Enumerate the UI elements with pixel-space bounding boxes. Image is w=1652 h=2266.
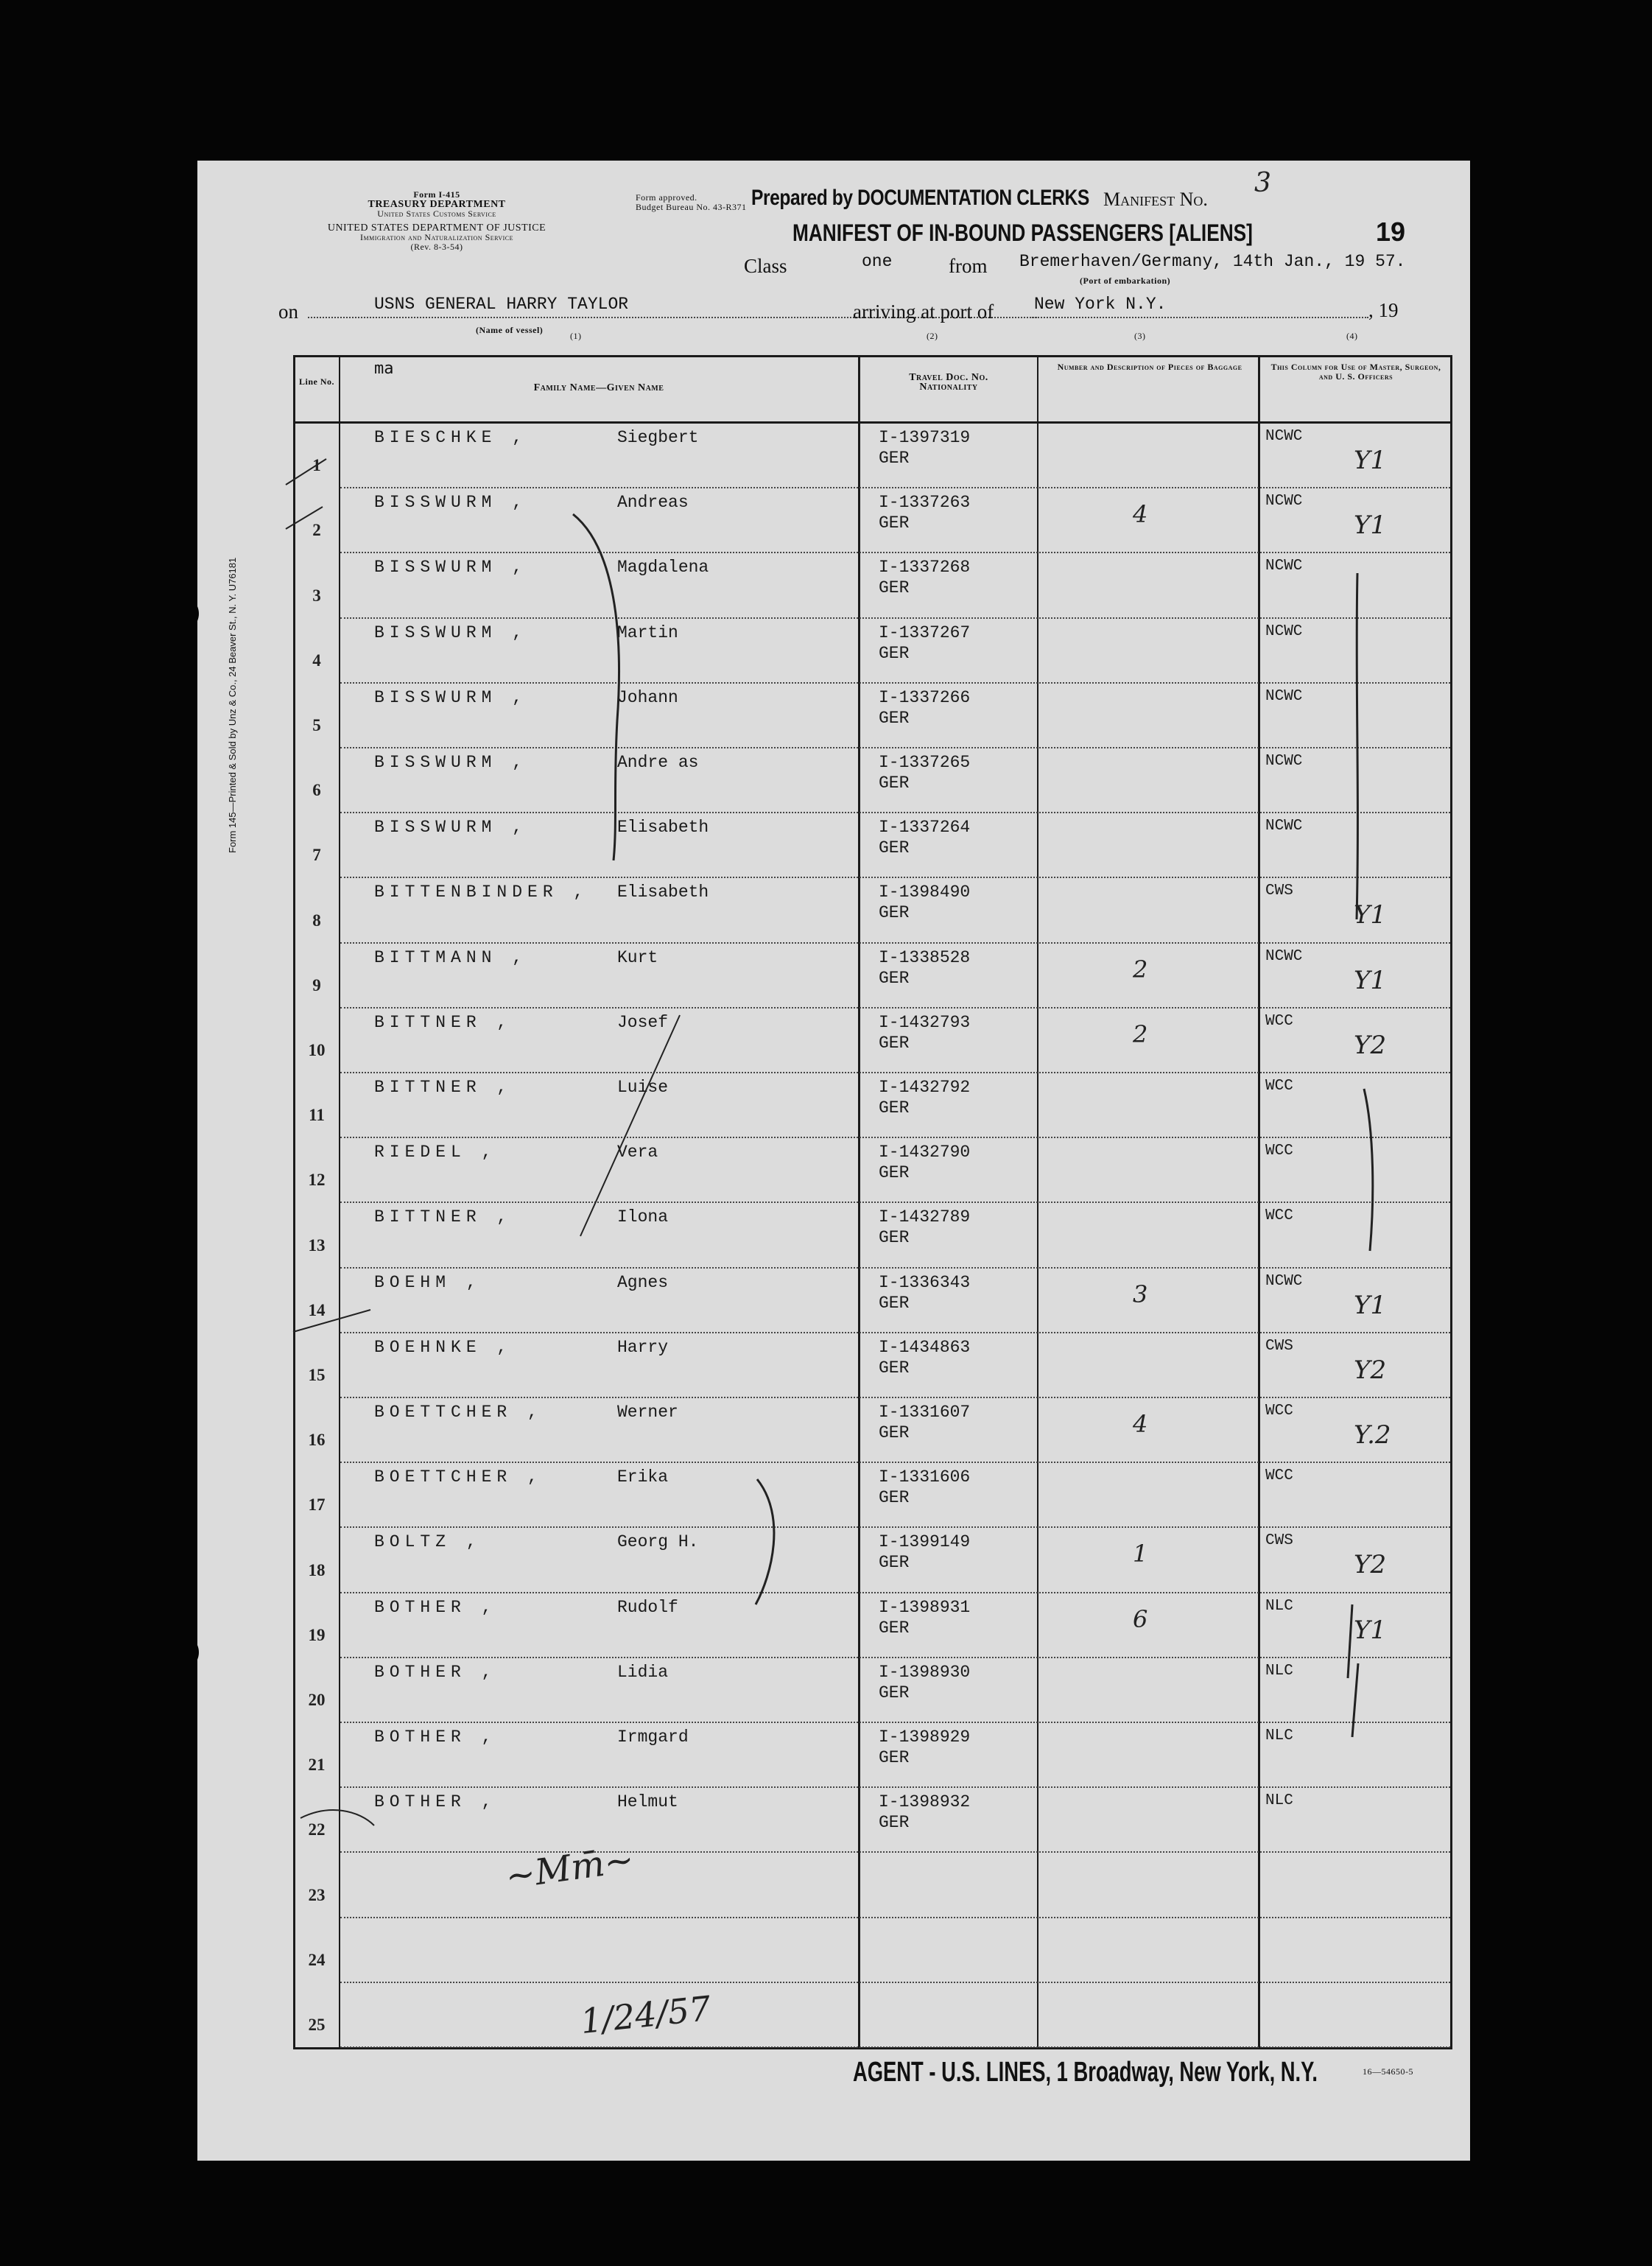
nationality: GER [879,1683,910,1702]
page-number: 19 [1376,217,1406,247]
line-number: 19 [308,1625,326,1644]
header-travel-doc: Travel Doc. No. Nationality [909,372,988,393]
officer-mark: Y1 [1354,446,1387,475]
signature-date: 1/24/57 [578,1988,713,2042]
given-name: Martin [617,622,678,642]
family-name: BISSWURM , [374,622,528,642]
header-officers: This Column for Use of Master, Surgeon, and U. S. Officers [1270,362,1441,382]
family-name: BISSWURM , [374,753,528,772]
line-number: 2 [312,521,321,540]
agency: WCC [1265,1078,1293,1095]
nationality: GER [879,1033,910,1053]
travel-doc-number: I-1398930 [879,1662,971,1682]
header-baggage: Number and Description of Pieces of Baggage [1057,362,1242,372]
travel-doc-number: I-1432790 [879,1143,971,1162]
agency: NCWC [1265,622,1303,640]
arriving-label: arriving at port of [853,301,994,323]
family-name: BISSWURM , [374,687,528,707]
line-number: 21 [308,1755,326,1775]
line-number: 15 [308,1365,326,1384]
baggage-count: 6 [1133,1604,1148,1633]
travel-doc-number: I-1331607 [879,1403,971,1422]
agency: CWS [1265,1532,1293,1550]
officer-mark: Y1 [1354,900,1387,930]
given-name: Helmut [617,1792,678,1812]
treasury-dept: TREASURY DEPARTMENT [368,199,506,210]
nationality: GER [879,1358,910,1378]
given-name: Elisabeth [617,818,709,838]
family-name: BISSWURM , [374,493,528,513]
nationality: GER [879,774,910,793]
col1-number: (1) [570,331,582,341]
given-name: Lidia [617,1662,669,1682]
line-number: 22 [308,1820,326,1839]
travel-doc-number: I-1432793 [879,1012,971,1032]
travel-doc-number: I-1337264 [879,818,971,838]
given-name: Elisabeth [617,883,709,902]
nationality: GER [879,903,910,923]
arrival-year: , 19 [1368,299,1399,321]
header-line-no: Line No. [298,376,334,387]
line-number: 5 [312,715,321,734]
family-name: BOTHER , [374,1662,497,1682]
travel-doc-number: I-1338528 [879,947,971,967]
nationality: GER [879,1488,910,1508]
nationality: GER [879,1553,910,1573]
officer-mark: Y2 [1354,1030,1387,1060]
travel-doc-number: I-1337263 [879,493,971,513]
travel-doc-number: I-1337268 [879,558,971,578]
nationality: GER [879,643,910,663]
family-name: BISSWURM , [374,818,528,838]
travel-doc-number: I-1399149 [879,1532,971,1552]
family-name: BITTMANN , [374,947,528,967]
given-name: Erika [617,1467,669,1487]
given-name: Rudolf [617,1597,678,1617]
travel-doc-number: I-1398929 [879,1727,971,1747]
agency: NCWC [1265,818,1303,835]
customs-service: United States Customs Service [377,208,496,219]
agency: WCC [1265,1403,1293,1420]
travel-doc-number: I-1398932 [879,1792,971,1812]
baggage-count: 2 [1133,955,1148,983]
family-name: BOETTCHER , [374,1467,543,1487]
col4-number: (4) [1346,331,1358,341]
footer-code: 16—54650-5 [1363,2066,1413,2077]
given-name: Werner [617,1403,678,1422]
agency: WCC [1265,1207,1293,1225]
travel-doc-number: I-1398931 [879,1597,971,1617]
agency: NLC [1265,1597,1293,1615]
agency: NCWC [1265,687,1303,705]
nationality: GER [879,838,910,858]
agency: NCWC [1265,428,1303,445]
nationality: GER [879,1748,910,1767]
nationality: GER [879,513,910,533]
line-number: 8 [312,911,321,930]
agency: NCWC [1265,1272,1303,1290]
agency: NCWC [1265,558,1303,575]
line-number: 4 [312,650,321,670]
travel-doc-number: I-1331606 [879,1467,971,1487]
col2-number: (2) [927,331,938,341]
nationality: GER [879,968,910,988]
line-number: 3 [312,586,321,605]
line-number: 13 [308,1235,326,1255]
family-name: BISSWURM , [374,558,528,578]
class-label: Class [744,255,787,277]
manifest-label: Manifest No. [1103,189,1208,210]
line-number: 24 [308,1950,326,1969]
line-number: 25 [308,2015,326,2034]
given-name: Harry [617,1337,669,1357]
officer-mark: Y2 [1354,1550,1387,1580]
line-number: 6 [312,781,321,800]
manifest-title: MANIFEST OF IN-BOUND PASSENGERS [ALIENS] [792,220,1253,246]
agency: NCWC [1265,947,1303,965]
manifest-sheet [197,161,1470,2161]
given-name: Vera [617,1143,658,1162]
family-name: BOEHNKE , [374,1337,513,1357]
line-number: 20 [308,1690,326,1709]
nationality: GER [879,1618,910,1638]
nationality: GER [879,1293,910,1313]
baggage-count: 4 [1133,500,1148,529]
given-name: Johann [617,687,678,707]
col3-number: (3) [1134,331,1146,341]
class-value: one [862,252,893,271]
nationality: GER [879,1423,910,1442]
officer-mark: Y1 [1354,1290,1387,1320]
agency: WCC [1265,1012,1293,1030]
agency: NCWC [1265,753,1303,770]
nationality: GER [879,578,910,598]
signature-scrawl: ~Mm̄~ [502,1839,637,1898]
given-name: Irmgard [617,1727,689,1747]
nationality: GER [879,708,910,728]
line-number: 17 [308,1495,326,1515]
form-number: Form I-415 [413,189,460,200]
family-name: BOTHER , [374,1597,497,1617]
family-name: BOTHER , [374,1727,497,1747]
given-name: Andreas [617,493,689,513]
given-name: Siegbert [617,428,699,447]
line-number: 7 [312,846,321,865]
given-name: Agnes [617,1272,669,1292]
family-name: BIESCHKE , [374,428,528,447]
agent-footer: AGENT - U.S. LINES, 1 Broadway, New York, N.Y. [853,2057,1318,2088]
travel-doc-number: I-1337266 [879,687,971,707]
given-name: Magdalena [617,558,709,578]
baggage-count: 4 [1133,1410,1148,1438]
travel-doc-number: I-1397319 [879,428,971,447]
family-name: BOETTCHER , [374,1403,543,1422]
given-name: Luise [617,1078,669,1097]
agency: WCC [1265,1467,1293,1485]
baggage-count: 3 [1133,1280,1148,1308]
travel-doc-number: I-1336343 [879,1272,971,1292]
given-name: Ilona [617,1207,669,1227]
officer-mark: Y1 [1354,511,1387,541]
ins-title: Immigration and Naturalization Service [359,232,513,242]
given-name: Josef [617,1012,669,1032]
agency: NLC [1265,1662,1293,1680]
travel-doc-number: I-1432789 [879,1207,971,1227]
agency: NLC [1265,1727,1293,1744]
line-number: 9 [312,975,321,995]
rev-date: (Rev. 8-3-54) [410,242,463,252]
budget-bureau: Budget Bureau No. 43-R371 [636,202,747,212]
line-number: 1 [312,456,321,475]
manifest-number: 3 [1254,168,1271,198]
form-approved: Form approved. [636,192,697,203]
port-embark-caption: (Port of embarkation) [1080,276,1171,286]
arrival-port: New York N.Y. [1034,295,1167,314]
line-number: 23 [308,1885,326,1904]
side-imprint: Form 145—Printed & Sold by Unz & Co., 24 Beaver St., N. Y. U76181 [227,557,238,853]
given-name: Georg H. [617,1532,699,1552]
agency: CWS [1265,883,1293,900]
agency: NLC [1265,1792,1293,1810]
baggage-count: 2 [1133,1020,1148,1048]
line-number: 11 [309,1106,325,1125]
nationality: GER [879,1813,910,1833]
given-name: Andre as [617,753,699,772]
travel-doc-number: I-1398490 [879,883,971,902]
family-name: BOTHER , [374,1792,497,1812]
line-number: 16 [308,1431,326,1450]
agency: NCWC [1265,493,1303,511]
nationality: GER [879,1228,910,1248]
travel-doc-number: I-1337265 [879,753,971,772]
doj-title: UNITED STATES DEPARTMENT OF JUSTICE [327,222,546,234]
officer-mark: Y.2 [1354,1420,1391,1450]
from-label: from [949,255,988,277]
family-name: BITTNER , [374,1078,513,1097]
travel-doc-number: I-1337267 [879,622,971,642]
header-name: Family Name—Given Name [533,382,664,393]
line-number: 12 [308,1171,326,1190]
agency: CWS [1265,1337,1293,1355]
family-name: BOLTZ , [374,1532,482,1552]
agency: WCC [1265,1143,1293,1160]
handwritten-marks [197,161,1470,2161]
family-name: BITTENBINDER , [374,883,589,902]
nationality: GER [879,449,910,468]
travel-doc-number: I-1432792 [879,1078,971,1097]
officer-mark: Y1 [1354,1615,1387,1645]
nationality: GER [879,1163,910,1183]
family-name: BITTNER , [374,1207,513,1227]
vessel-name: USNS GENERAL HARRY TAYLOR [374,295,629,314]
family-name: BOEHM , [374,1272,482,1292]
line-number: 10 [308,1040,326,1059]
from-value: Bremerhaven/Germany, 14th Jan., 19 57. [1019,252,1406,271]
vessel-caption: (Name of vessel) [476,325,544,335]
travel-doc-number: I-1434863 [879,1337,971,1357]
on-label: on [278,301,298,323]
prepared-stamp: Prepared by DOCUMENTATION CLERKS [751,186,1089,210]
line-number: 18 [308,1560,326,1579]
family-name: BITTNER , [374,1012,513,1032]
family-name: RIEDEL , [374,1143,497,1162]
line-number: 14 [308,1300,326,1319]
given-name: Kurt [617,947,658,967]
officer-mark: Y2 [1354,1355,1387,1385]
baggage-count: 1 [1133,1540,1148,1568]
nationality: GER [879,1098,910,1118]
ma-note: ma [374,359,394,378]
officer-mark: Y1 [1354,965,1387,995]
